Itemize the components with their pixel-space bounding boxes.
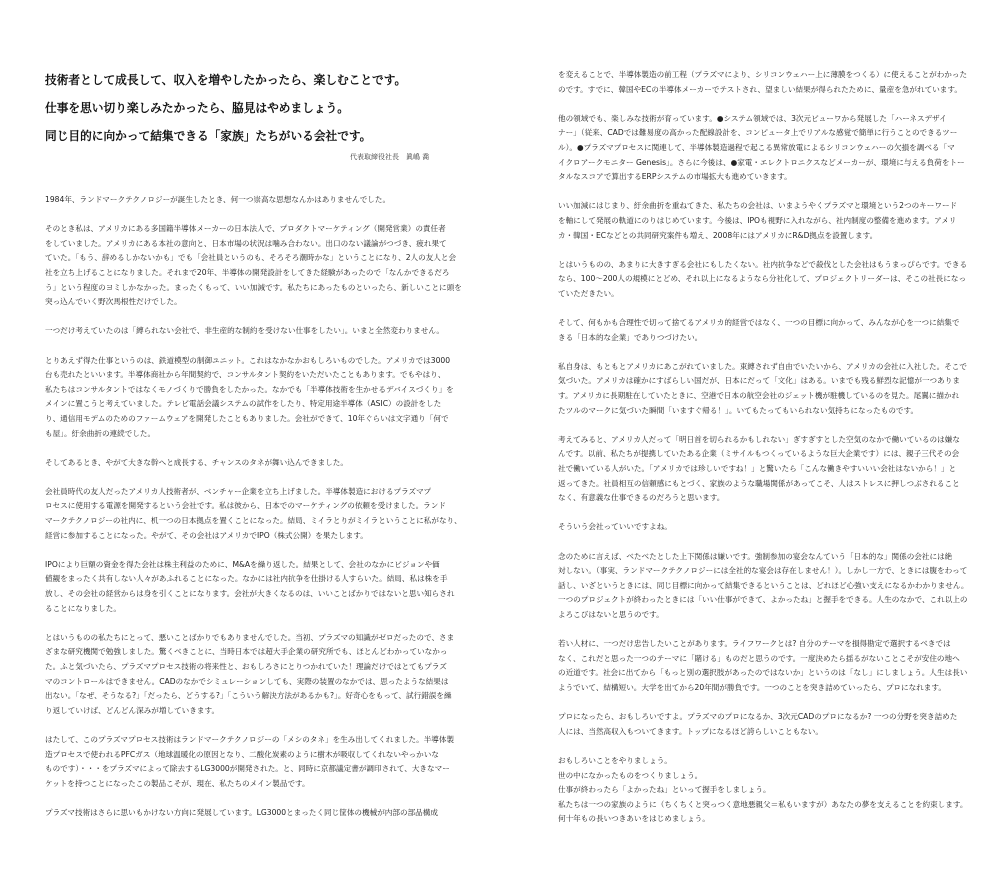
text-line: 何十年もの長いつきあいをはじめましょう。 xyxy=(558,814,710,824)
paragraph xyxy=(558,550,968,623)
text-line: た。ふと気づいたら、プラズマプロセス技術の将来性と、おもしろさにとりつかれていた！理論だけではとてもプラズ xyxy=(45,662,447,671)
text-line: とりあえず得た仕事というのは、鉄道模型の制御ユニット。これはなかなかおもしろいものでした。アメリカでは3000 xyxy=(45,355,451,365)
text-line: のです。すでに、韓国やECの半導体メーカーでテストされ、望ましい結果が得られたために、量産を急がれています。 xyxy=(558,84,962,94)
text-line: 私自身は、もともとアメリカにあこがれていました。束縛されず自由でいたいから、アメリカの会社に入社した。そこで xyxy=(558,361,967,371)
text-line: なく、有意義な仕事できるのだろうと思います。 xyxy=(558,493,725,503)
text-line: IPOにより巨額の資金を得た会社は株主利益のために、M&Aを繰り返した。結果として、会社のなかにビジョンや価 xyxy=(45,559,440,569)
text-line: 世の中になかったものをつくりましょう。 xyxy=(558,770,703,780)
text-line: う」という程度のヨミしかなかった。まったくもって、いい加減です。私たちにあったものといったら、新しいことに頭を xyxy=(45,282,462,292)
text-line: メインに置こうと考えていました。テレビ電話会議システムの試作をしたり、特定用途半導体（ASIC）の設計をした xyxy=(45,399,442,409)
signature: 代表取締役社長 眞嶋 喬 xyxy=(350,153,430,161)
text-line: そしてあるとき、やがて大きな幹へと成長する、チャンスのタネが舞い込んできました。 xyxy=(45,457,348,467)
paragraph xyxy=(558,199,968,243)
text-line: 話し、いざというときには、同じ目標に向かって結集できるということは、どれほど心強い支えになるかわかりません。 xyxy=(558,580,969,590)
paragraph xyxy=(558,258,968,302)
text-line: ていただきたい。 xyxy=(558,288,619,298)
paragraph xyxy=(45,354,455,442)
text-line: 造プロセスで使われるPFCガス（地球温暖化の原因となり、二酸化炭素のように樹木が吸収してくれないやっかいな xyxy=(45,749,439,759)
text-line: ていた。「もう、辞めるしかないかも」でも「会社員というのも、そろそろ潮時かな」ということになり、2人の友人と会 xyxy=(45,253,457,263)
text-line: 社で働いている人がいた。「アメリカでは珍しいですね！」と驚いたら「こんな働きやすいいい会社はないから！」と xyxy=(558,464,957,474)
text-line: なら、100～200人の規模にとどめ、それ以上になるようなら分社化して、プロジェクトリーダーは、そこの社長になっ xyxy=(558,274,967,284)
paragraph xyxy=(558,754,968,827)
paragraph xyxy=(45,631,455,719)
text-line: そういう会社っていいですよね。 xyxy=(558,522,672,532)
text-line: 人には、当然高収入もついてきます。トップになるほど誇らしいこともない。 xyxy=(558,726,823,736)
text-line: そのとき私は、アメリカにある多国籍半導体メーカーの日本法人で、プロダクトマーケティング（開発営業）の責任者 xyxy=(45,224,446,234)
headline-1: 技術者として成長して、収入を増やしたかったら、楽しむことです。 xyxy=(45,73,407,87)
text-line: 突っ込んでいく野次馬根性だけでした。 xyxy=(45,297,182,307)
left-column xyxy=(45,193,462,835)
text-line: も屋」。紆余曲折の連続でした。 xyxy=(45,428,156,438)
text-line: プラズマ技術はさらに思いもかけない方向に発展しています。LG3000とまったく同じ筐体の機械が内部の部品構成 xyxy=(45,807,438,817)
text-line: イクロアークモニター Genesis」。さらに今後は、●家電・エレクトロニクスなどメーカーが、環境に与える負荷をトー xyxy=(558,157,965,167)
text-line: 1984年、ランドマークテクノロジーが誕生したとき、何一つ崇高な思想なんかはありませんでした。 xyxy=(45,195,391,204)
text-line: 経営に参加することになった。やがて、その会社はアメリカでIPO（株式公開）を果たします。 xyxy=(45,530,368,540)
paragraph xyxy=(558,710,968,739)
text-line: マークテクノロジーの社内に、机一つの日本拠点を置くことになった。結局、ミイラとりがミイラということに私がなり、 xyxy=(45,516,462,526)
text-line: マのコントロールはできません。CADのなかでシミュレーションしても、実際の装置のなかでは、思ったような結果は xyxy=(45,676,449,686)
text-line: の近道です。社会に出てから「もっと別の選択肢があったのではないか」というのは「なし」にしましょう。人生は長い xyxy=(558,668,968,678)
text-line: そして、何もかも合理性で切って捨てるアメリカ的経営ではなく、一つの目標に向かって、みんなが心を一つに結集で xyxy=(558,318,960,328)
text-line: ようでいて、結構短い。大学を出てから20年間が勝負です。一つのことを突き詰めていったら、プロになれます。 xyxy=(558,682,946,692)
text-line: す。アメリカに長期駐在していたときに、空港で日本の航空会社のジェット機が駐機しているのを見た。尾翼に描かれ xyxy=(558,391,960,401)
text-line: ざまな研究機関で勉強しました。驚くべきことに、当時日本では超大手企業の研究所でも、ほとんどわかっていなかっ xyxy=(45,647,448,657)
text-line: 他の領域でも、楽しみな技術が育っています。●システム領域では、3次元ビューワから発展した「ハーネスデザイ xyxy=(558,113,947,123)
text-line: 仕事が終わったら「よかったね」といって握手をしましょう。 xyxy=(558,785,771,795)
text-line: 台も売れたといいます。半導体商社から年間契約で、コンサルタント契約をいただいたこともあります。でもやはり、 xyxy=(45,370,446,380)
text-line: を軸にして発展の軌道にのりはじめています。今後は、IPOも視野に入れながら、社内制度の整備を進めます。アメリ xyxy=(558,215,957,225)
paragraph xyxy=(558,112,968,185)
text-line: カ・韓国・ECなどとの共同研究案件も増え、2008年にはアメリカにR&D拠点を設置します。 xyxy=(558,230,878,240)
paragraph xyxy=(45,806,455,821)
text-line: 返ってきた。社員相互の信頼感にもとづく、家族のような職場関係があってこそ、人はストレスに押しつぶされること xyxy=(558,478,960,488)
text-line: 値観をまったく共有しない人々があふれることになった。なかには社内抗争を仕掛ける人すらいた。結局、私は株を手 xyxy=(45,574,448,584)
paragraph xyxy=(558,68,968,97)
text-line: ナー」（従来、CADでは難易度の高かった配線設計を、コンピュータ上でリアルな感覚で簡単に行うことのできるツー xyxy=(558,128,958,138)
text-line: んです。以前、私たちが提携していたある企業（ミサイルもつくっているような巨大企業です）には、親子三代その会 xyxy=(558,449,960,459)
text-line: はたして、このプラズマプロセス技術はランドマークテクノロジーの「メシのタネ」を生み出してくれました。半導体製 xyxy=(45,734,455,744)
text-line: 若い人材に、一つだけ忠告したいことがあります。ライフワークとは? 自分のテーマを損得勘定で選択するべきでは xyxy=(558,639,951,649)
text-line: ものです）・・・をプラズマによって除去するLG3000が開発された。と、同時に京都議定書が調印されて、大きなマー xyxy=(45,764,450,774)
headline-2: 仕事を思い切り楽しみたかったら、脇見はやめましょう。 xyxy=(45,101,349,115)
text-line: プロになったら、おもしろいですよ。プラズマのプロになるか、3次元CADのプロになるか? 一つの分野を突き詰めた xyxy=(558,712,958,722)
paragraph xyxy=(558,433,968,506)
paragraph xyxy=(558,637,968,695)
text-line: 一つのプロジェクトが終わったときには「いい仕事ができて、よかったね」と握手をできる。人生のなかで、これ以上の xyxy=(558,595,968,605)
text-line: きる「日本的な企業」でありつづけたい。 xyxy=(558,332,703,342)
text-line: を変えることで、半導体製造の前工程（プラズマにより、シリコンウェハー上に薄膜をつくる）に使えることがわかった xyxy=(558,70,968,79)
paragraph xyxy=(45,193,455,208)
text-line: よろこびはないと思うのです。 xyxy=(558,609,664,619)
text-line: 放し、その会社の経営からは身を引くことになります。会社が大きくなるのは、いいことばかりではないと思い知らされ xyxy=(45,589,455,599)
text-line: とはいうものの私たちにとって、悪いことばかりでもありませんでした。当初、プラズマの知識がゼロだったので、さま xyxy=(45,632,455,642)
text-line: 考えてみると、アメリカ人だって「明日首を切られるかもしれない」ぎすぎすとした空気のなかで働いているのは嫌な xyxy=(558,434,960,444)
text-line: 出ない。「なぜ、そうなる?」「だったら、どうする?」「こういう解決方法があるかも?」。好奇心をもって、試行錯誤を繰 xyxy=(45,691,452,701)
paragraph xyxy=(558,360,968,418)
headline-block xyxy=(45,66,406,150)
text-line: ロセスに使用する電源を開発するという会社です。私は彼から、日本でのマーケティングの依頼を受けました。ランド xyxy=(45,501,446,511)
text-line: とはいうものの、あまりに大きすぎる会社にもしたくない。社内抗争などで殺伐とした会社はもうまっぴらです。できる xyxy=(558,259,968,269)
paragraph xyxy=(45,456,455,471)
paragraph xyxy=(45,324,455,339)
text-line: 対しない。（事実、ランドマークテクノロジーには全社的な宴会は存在しません！）。しかし一方で、ときには腹をわって xyxy=(558,566,968,576)
text-line: おもしろいことをやりましょう。 xyxy=(558,755,672,765)
paragraph xyxy=(45,485,462,543)
text-line: 私たちはコンサルタントではなくモノづくりで勝負をしたかった。なかでも「半導体技術を生かせるデバイスづくり」を xyxy=(45,384,454,394)
text-line: 社を立ち上げることになりました。それまで20年、半導体の開発設計をしてきた経験があったので「なんかできるだろ xyxy=(45,267,450,277)
right-column xyxy=(558,68,968,841)
text-line: 念のために言えば、べたべたとした上下関係は嫌いです。強制参加の宴会なんていう「日本的な」関係の会社には絶 xyxy=(558,551,953,561)
text-line: をしていました。アメリカにある本社の意向と、日本市場の状況は噛み合わない。出口のない議論がつづき、疲れ果て xyxy=(45,238,447,248)
text-line: なく、これだと思った一つのテーマに「賭ける」ものだと思うのです。一度決めたら揺るがないことこそが安住の地へ xyxy=(558,653,960,663)
text-line: 私たちは一つの家族のように（ちくちくと突っつく意地悪親父＝私もいますが）あなたの夢を支えることを約束します。 xyxy=(558,799,968,809)
paragraph xyxy=(45,558,455,616)
text-line: 一つだけ考えていたのは「縛られない会社で、非生産的な制約を受けない仕事をしたい」。いまと全然変わりません。 xyxy=(45,326,444,336)
paragraph xyxy=(558,316,968,345)
text-line: り返していけば、どんどん深みが増していきます。 xyxy=(45,705,220,715)
text-line: たツルのマークに気づいた瞬間「いますぐ帰る！」。いてもたってもいられない気持ちになったものです。 xyxy=(558,405,919,415)
text-line: ることになりました。 xyxy=(45,603,121,613)
text-line: ル）。●プラズマプロセスに関連して、半導体製造過程で起こる異常放電によるシリコンウェハーの欠損を調べる「マ xyxy=(558,142,955,152)
text-line: タルなスコアで算出するERPシステムの市場拡大も進めていきます。 xyxy=(558,172,792,182)
headline-3: 同じ目的に向かって結集できる「家族」たちがいる会社です。 xyxy=(45,129,372,143)
text-line: ケットを持つことになったこの製品こそが、現在、私たちのメイン製品です。 xyxy=(45,778,310,788)
text-line: り、通信用モデムのためのファームウェアを開発したこともありました。会社ができて、10年ぐらいは文字通り「何で xyxy=(45,413,449,423)
text-line: いい加減にはじまり、紆余曲折を重ねてきた、私たちの会社は、いまようやくプラズマと環境という2つのキーワード xyxy=(558,201,958,211)
text-line: 気づいた。アメリカは確かにすばらしい国だが、日本にだって「文化」はある。いまでも残る鮮烈な記憶が一つありま xyxy=(558,376,960,386)
paragraph xyxy=(45,733,455,791)
paragraph xyxy=(558,520,968,535)
paragraph xyxy=(45,222,462,310)
text-line: 会社員時代の友人だったアメリカ人技術者が、ベンチャー企業を立ち上げました。半導体製造におけるプラズマプ xyxy=(45,486,432,496)
